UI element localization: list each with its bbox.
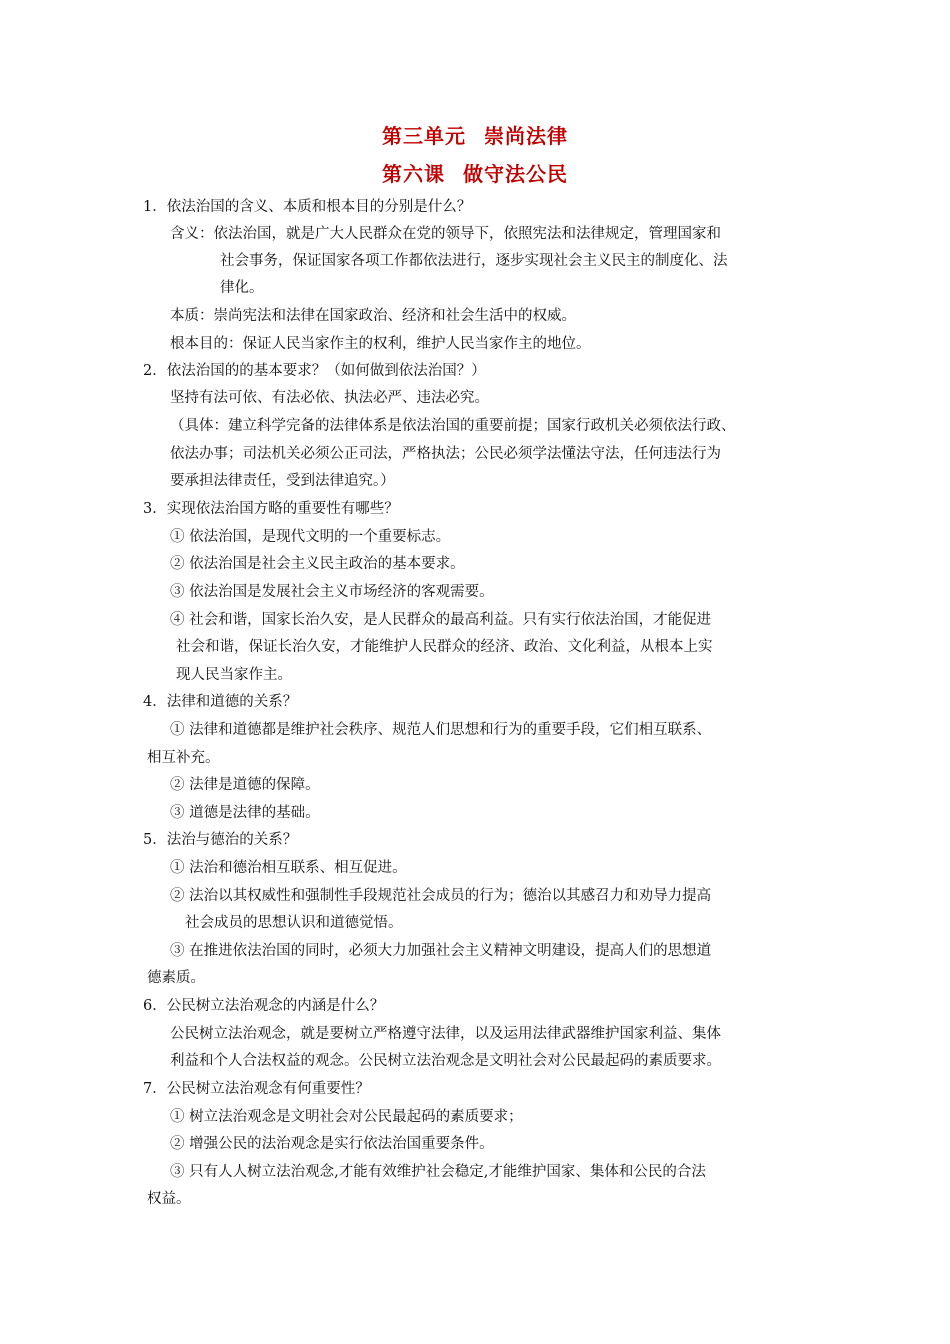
question-2: 2．依法治国的的基本要求？（如何做到依法治国？） bbox=[143, 363, 486, 379]
answer-line: 相互补充。 bbox=[147, 750, 220, 766]
answer-line: 社会事务，保证国家各项工作都依法进行，逐步实现社会主义民主的制度化、法 bbox=[220, 253, 728, 269]
question-3: 3．实现依法治国方略的重要性有哪些？ bbox=[143, 501, 399, 517]
answer-line: 根本目的：保证人民当家作主的权利，维护人民当家作主的地位。 bbox=[170, 336, 591, 352]
answer-line: ① 树立法治观念是文明社会对公民最起码的素质要求； bbox=[170, 1109, 523, 1125]
answer-line: ② 依法治国是社会主义民主政治的基本要求。 bbox=[170, 556, 465, 572]
question-6: 6．公民树立法治观念的内涵是什么？ bbox=[143, 998, 385, 1014]
answer-line: 坚持有法可依、有法必依、执法必严、违法必究。 bbox=[170, 390, 489, 406]
answer-line: 含义：依法治国，就是广大人民群众在党的领导下，依照宪法和法律规定，管理国家和 bbox=[170, 226, 721, 242]
lesson-name: 做守法公民 bbox=[463, 162, 568, 186]
answer-line: ① 依法治国，是现代文明的一个重要标志。 bbox=[170, 529, 451, 545]
answer-line: 依法办事；司法机关必须公正司法，严格执法；公民必须学法懂法守法，任何违法行为 bbox=[170, 446, 721, 462]
lesson-title bbox=[0, 158, 950, 187]
answer-line: 本质：崇尚宪法和法律在国家政治、经济和社会生活中的权威。 bbox=[170, 308, 576, 324]
answer-line: （具体：建立科学完备的法律体系是依法治国的重要前提；国家行政机关必须依法行政、 bbox=[170, 418, 736, 434]
unit-title bbox=[0, 120, 950, 149]
answer-line: ④ 社会和谐，国家长治久安，是人民群众的最高利益。只有实行依法治国，才能促进 bbox=[170, 612, 712, 628]
answer-line: ② 法律是道德的保障。 bbox=[170, 777, 320, 793]
answer-line: 公民树立法治观念，就是要树立严格遵守法律，以及运用法律武器维护国家利益、集体 bbox=[170, 1026, 721, 1042]
unit-number: 第三单元 bbox=[382, 124, 466, 148]
question-7: 7．公民树立法治观念有何重要性？ bbox=[143, 1081, 370, 1097]
answer-line: ③ 依法治国是发展社会主义市场经济的客观需要。 bbox=[170, 584, 494, 600]
answer-line: ② 法治以其权威性和强制性手段规范社会成员的行为；德治以其感召力和劝导力提高 bbox=[170, 888, 712, 904]
answer-line: ③ 只有人人树立法治观念,才能有效维护社会稳定,才能维护国家、集体和公民的合法 bbox=[170, 1164, 706, 1180]
answer-line: 律化。 bbox=[220, 280, 264, 296]
question-1: 1．依法治国的含义、本质和根本目的分别是什么？ bbox=[143, 199, 472, 215]
answer-line: 社会和谐，保证长治久安，才能维护人民群众的经济、政治、文化利益，从根本上实 bbox=[176, 639, 713, 655]
lesson-number: 第六课 bbox=[382, 162, 445, 186]
answer-line: ③ 道德是法律的基础。 bbox=[170, 805, 320, 821]
answer-line: 利益和个人合法权益的观念。公民树立法治观念是文明社会对公民最起码的素质要求。 bbox=[170, 1053, 721, 1069]
answer-line: 权益。 bbox=[147, 1191, 191, 1207]
question-4: 4．法律和道德的关系？ bbox=[143, 694, 298, 710]
unit-name: 崇尚法律 bbox=[484, 124, 568, 148]
answer-line: ① 法治和德治相互联系、相互促进。 bbox=[170, 860, 407, 876]
answer-line: 德素质。 bbox=[147, 970, 205, 986]
answer-line: ③ 在推进依法治国的同时，必须大力加强社会主义精神文明建设，提高人们的思想道 bbox=[170, 943, 712, 959]
answer-line: 社会成员的思想认识和道德觉悟。 bbox=[185, 915, 403, 931]
question-5: 5．法治与德治的关系？ bbox=[143, 832, 298, 848]
answer-line: ② 增强公民的法治观念是实行依法治国重要条件。 bbox=[170, 1136, 494, 1152]
answer-line: 要承担法律责任，受到法律追究。） bbox=[170, 473, 395, 489]
answer-line: 现人民当家作主。 bbox=[176, 667, 292, 683]
answer-line: ① 法律和道德都是维护社会秩序、规范人们思想和行为的重要手段，它们相互联系、 bbox=[170, 722, 712, 738]
